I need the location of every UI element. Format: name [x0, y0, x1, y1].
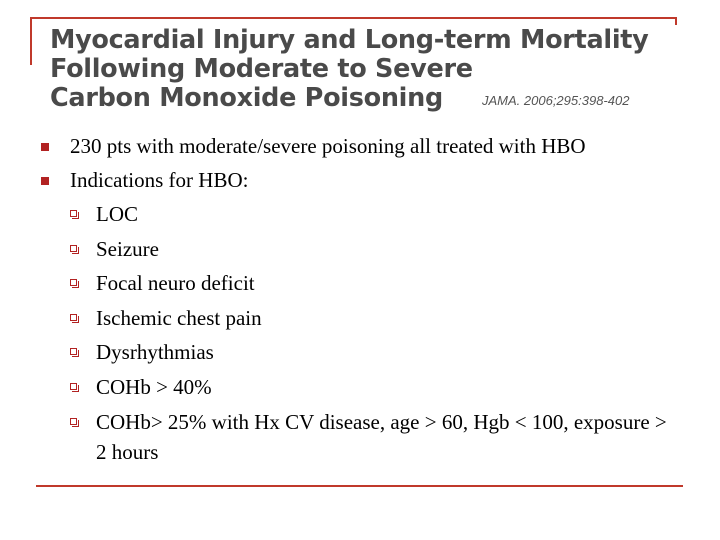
sub-bullet-text: Ischemic chest pain	[96, 305, 262, 330]
title-line-2: Following Moderate to Severe	[50, 54, 473, 84]
sub-bullet-item	[0, 407, 720, 467]
sub-bullet-item	[0, 337, 720, 367]
frame-left-rule	[30, 17, 32, 65]
square-bullet-icon	[41, 143, 49, 151]
sub-bullet-item	[0, 303, 720, 333]
sub-bullet-item	[0, 234, 720, 264]
hollow-square-bullet-icon	[70, 418, 77, 425]
frame-top-rule	[30, 17, 677, 19]
sub-bullet-text: Dysrhythmias	[96, 340, 214, 365]
sub-bullet-text: COHb> 25% with Hx CV disease, age > 60, Hgb < 100, exposure > 2 hours	[96, 409, 667, 464]
hollow-square-bullet-icon	[70, 245, 77, 252]
bullet-text: 230 pts with moderate/severe poisoning all treated with HBO	[70, 134, 586, 158]
sub-bullet-text: COHb > 40%	[96, 374, 212, 399]
citation: JAMA. 2006;295:398-402	[482, 93, 630, 108]
sub-bullet-item	[0, 372, 720, 402]
square-bullet-icon	[41, 177, 49, 185]
hollow-square-bullet-icon	[70, 279, 77, 286]
bullet-item	[0, 165, 720, 199]
bullet-item	[0, 131, 720, 165]
frame-right-rule	[675, 17, 677, 25]
bullet-list	[0, 131, 720, 471]
title-line-3: Carbon Monoxide Poisoning	[50, 83, 443, 113]
hollow-square-bullet-icon	[70, 383, 77, 390]
sub-bullet-text: Seizure	[96, 236, 159, 261]
hollow-square-bullet-icon	[70, 314, 77, 321]
hollow-square-bullet-icon	[70, 210, 77, 217]
sub-bullet-item	[0, 268, 720, 298]
sub-bullet-text: LOC	[96, 202, 138, 226]
bullet-text: Indications for HBO:	[70, 168, 249, 192]
title-line-1: Myocardial Injury and Long-term Mortality	[50, 25, 649, 55]
hollow-square-bullet-icon	[70, 348, 77, 355]
sub-bullet-text: Focal neuro deficit	[96, 271, 255, 296]
bottom-rule	[36, 485, 683, 487]
sub-bullet-item	[0, 199, 720, 229]
